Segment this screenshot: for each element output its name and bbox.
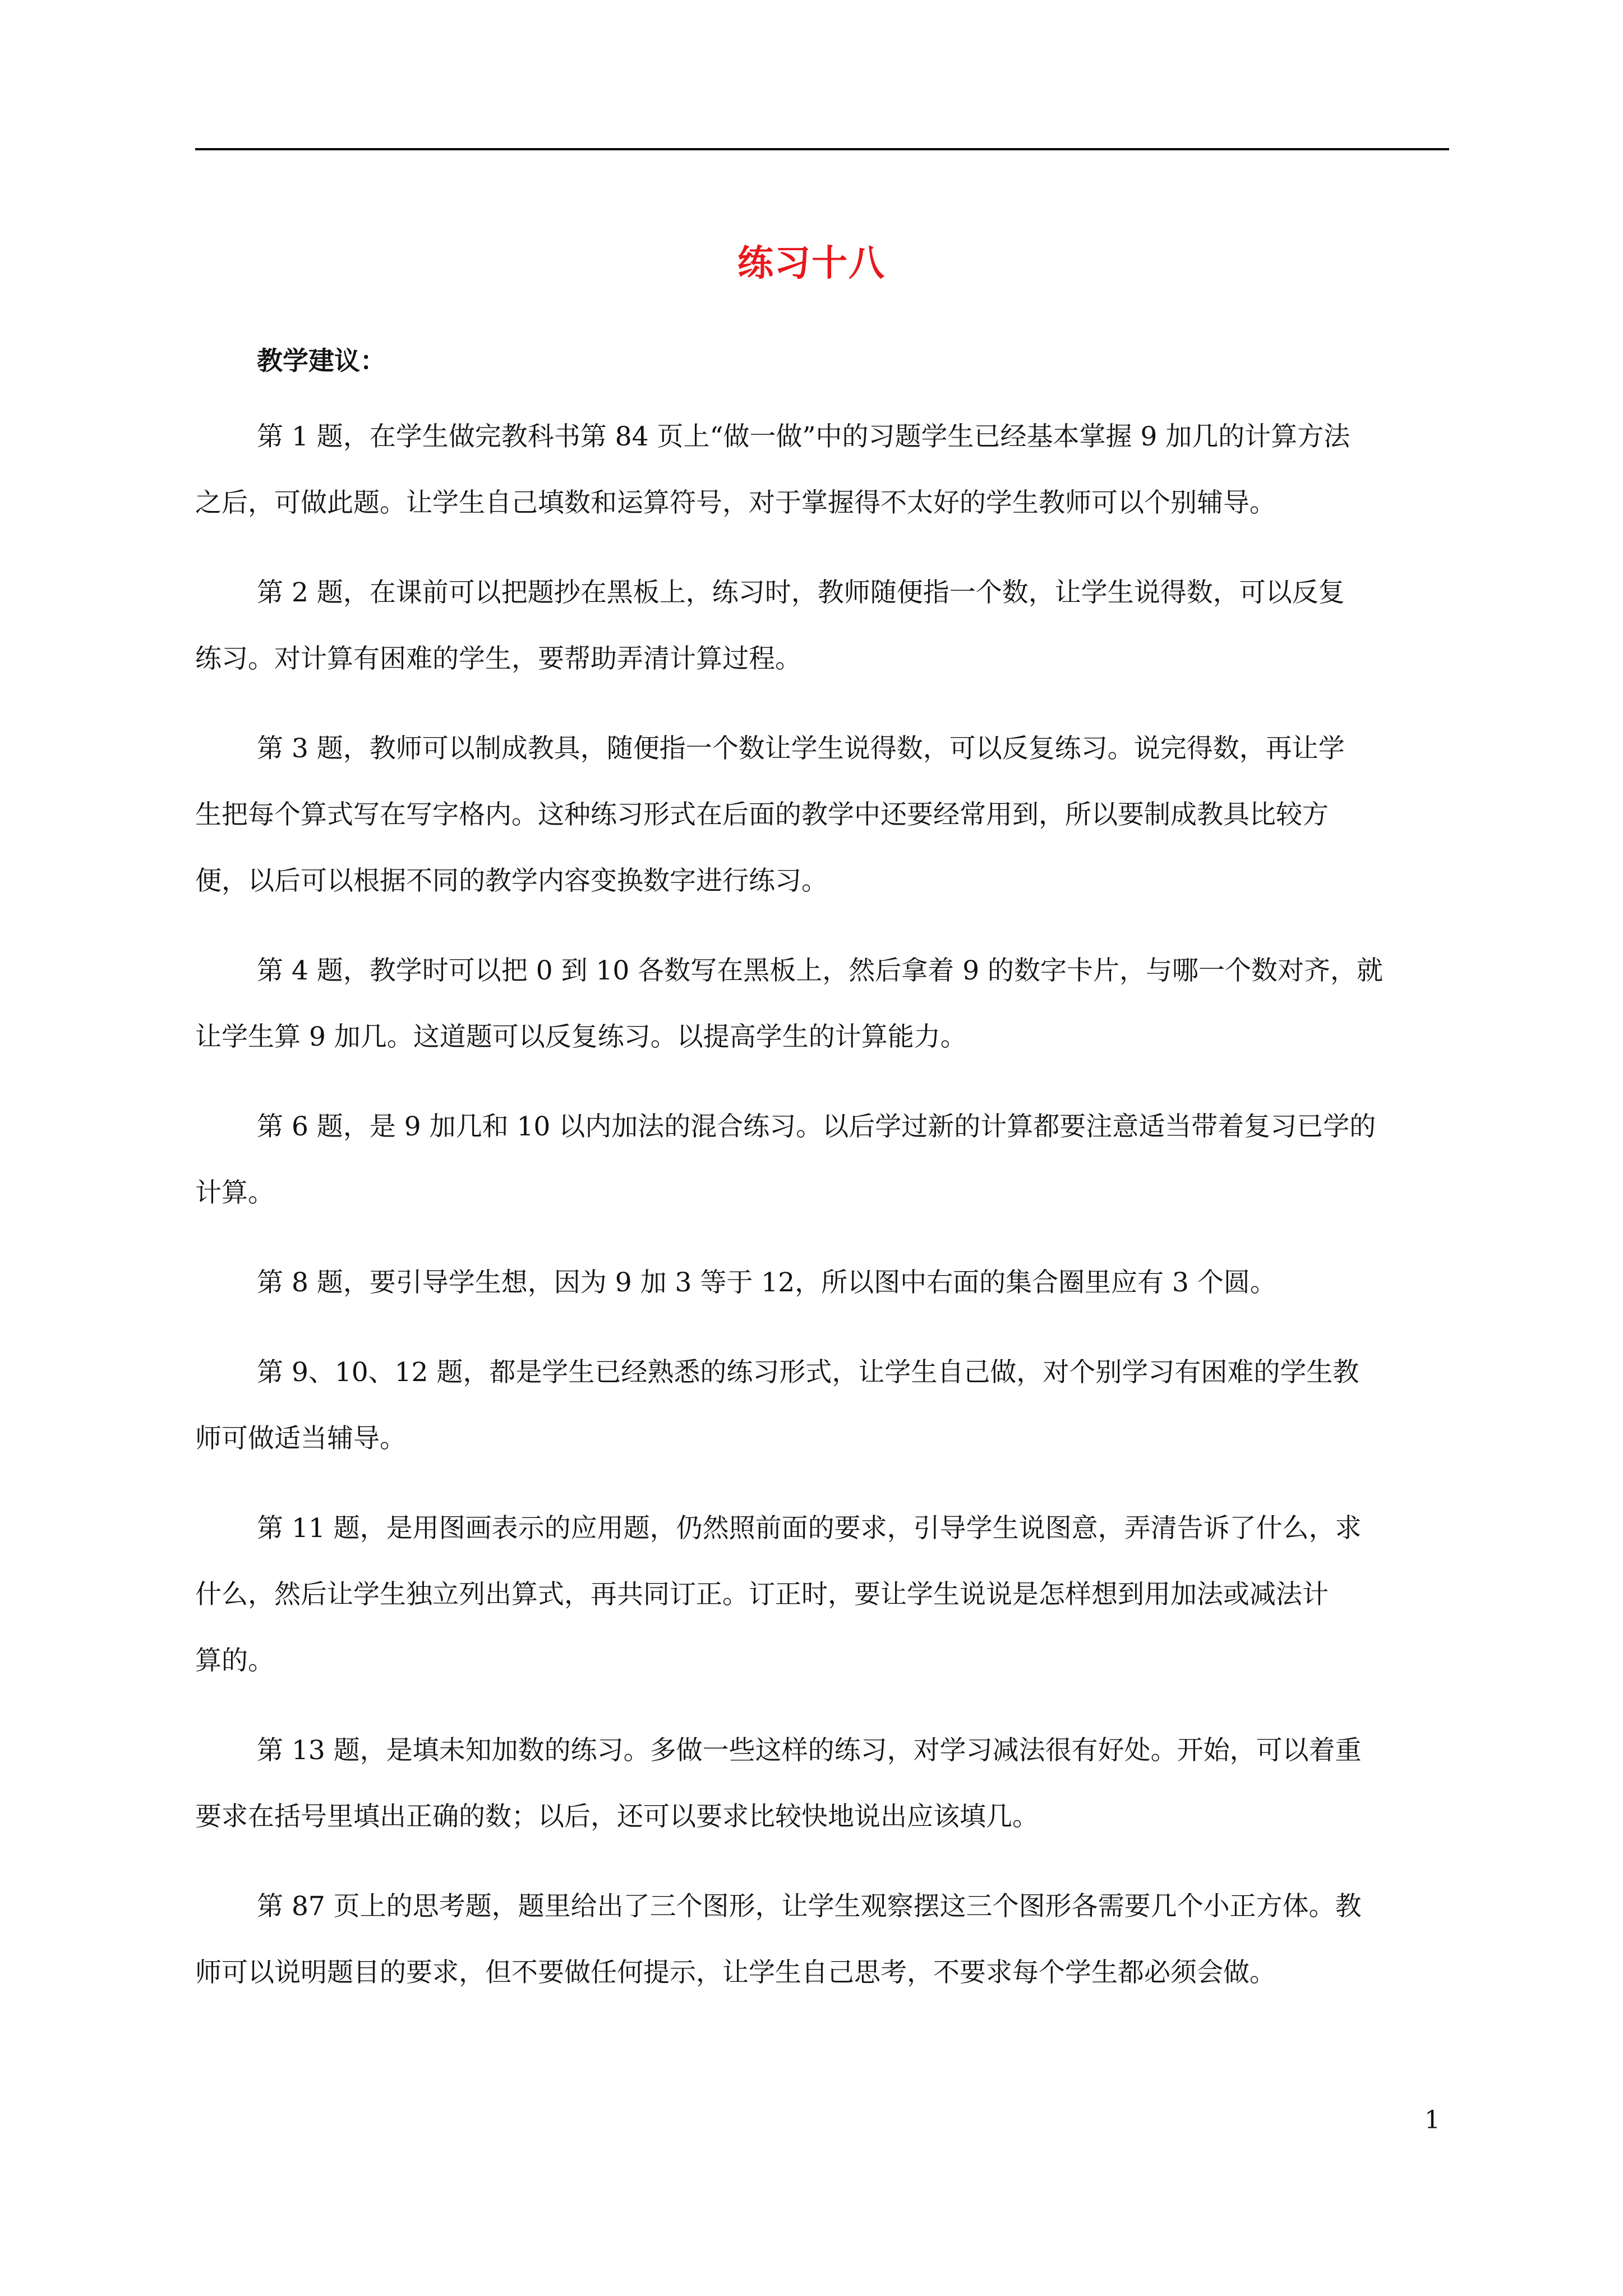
- paragraph-line: 练习。对计算有困难的学生，要帮助弄清计算过程。: [195, 643, 801, 674]
- paragraph-6: [195, 1266, 1447, 1300]
- paragraph-line: 计算。: [195, 1177, 274, 1208]
- paragraph-2: [195, 576, 1447, 677]
- paragraph-line: 第 13 题，是填未知加数的练习。多做一些这样的练习，对学习减法很有好处。开始，可以着重: [257, 1735, 1362, 1766]
- section-heading: 教学建议：: [257, 346, 386, 376]
- paragraph-line: 什么，然后让学生独立列出算式，再共同订正。订正时，要让学生说说是怎样想到用加法或减法计: [195, 1579, 1329, 1610]
- document-body: [195, 420, 1447, 2045]
- paragraph-line: 师可以说明题目的要求，但不要做任何提示，让学生自己思考，不要求每个学生都必须会做。: [195, 1957, 1276, 1988]
- paragraph-8: [195, 1511, 1447, 1678]
- paragraph-10: [195, 1889, 1447, 1990]
- paragraph-line: 第 9、10、12 题，都是学生已经熟悉的练习形式，让学生自己做，对个别学习有困难的学生教: [257, 1357, 1359, 1388]
- paragraph-9: [195, 1733, 1447, 1834]
- paragraph-line: 之后，可做此题。让学生自己填数和运算符号，对于掌握得不太好的学生教师可以个别辅导。: [195, 487, 1276, 518]
- paragraph-line: 生把每个算式写在写字格内。这种练习形式在后面的教学中还要经常用到，所以要制成教具比较方: [195, 799, 1329, 830]
- paragraph-7: [195, 1355, 1447, 1456]
- paragraph-1: [195, 420, 1447, 521]
- paragraph-line: 第 8 题，要引导学生想，因为 9 加 3 等于 12，所以图中右面的集合圈里应有 3 个圆。: [257, 1267, 1276, 1298]
- paragraph-line: 第 11 题，是用图画表示的应用题，仍然照前面的要求，引导学生说图意，弄清告诉了什么，求: [257, 1513, 1362, 1544]
- paragraph-line: 让学生算 9 加几。这道题可以反复练习。以提高学生的计算能力。: [195, 1022, 967, 1052]
- paragraph-5: [195, 1110, 1447, 1211]
- paragraph-line: 第 4 题，教学时可以把 0 到 10 各数写在黑板上，然后拿着 9 的数字卡片，与哪一个数对齐，就: [257, 955, 1384, 986]
- paragraph-line: 第 1 题，在学生做完教科书第 84 页上“做一做”中的习题学生已经基本掌握 9 加几的计算方法: [257, 421, 1350, 452]
- paragraph-line: 便，以后可以根据不同的教学内容变换数字进行练习。: [195, 866, 828, 896]
- paragraph-line: 第 6 题，是 9 加几和 10 以内加法的混合练习。以后学过新的计算都要注意适当带着复习已学的: [257, 1111, 1376, 1142]
- paragraph-line: 第 87 页上的思考题，题里给出了三个图形，让学生观察摆这三个图形各需要几个小正方体。教: [257, 1891, 1362, 1922]
- paragraph-4: [195, 954, 1447, 1055]
- paragraph-line: 算的。: [195, 1645, 274, 1676]
- paragraph-line: 第 3 题，教师可以制成教具，随便指一个数让学生说得数，可以反复练习。说完得数，再让学: [257, 733, 1345, 764]
- page-number: 1: [1424, 2106, 1440, 2134]
- header-rule: [195, 148, 1449, 150]
- document-title: 练习十八: [737, 242, 886, 284]
- paragraph-line: 师可做适当辅导。: [195, 1423, 406, 1454]
- paragraph-3: [195, 731, 1447, 899]
- paragraph-line: 要求在括号里填出正确的数；以后，还可以要求比较快地说出应该填几。: [195, 1801, 1039, 1832]
- paragraph-line: 第 2 题，在课前可以把题抄在黑板上，练习时，教师随便指一个数，让学生说得数，可以反复: [257, 577, 1345, 608]
